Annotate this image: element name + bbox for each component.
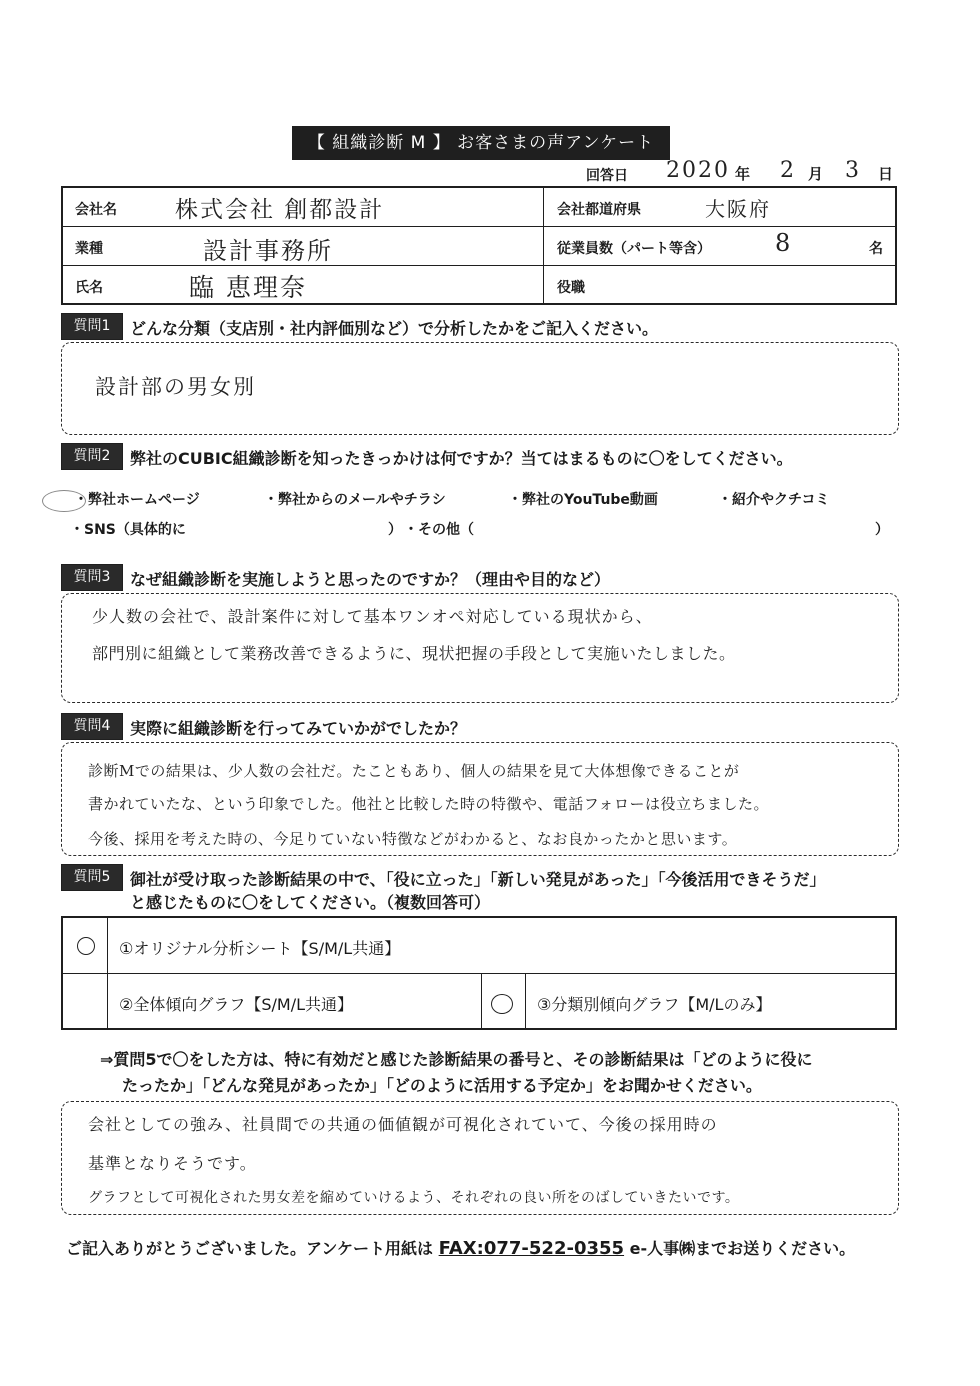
industry-value: 設計事務所: [203, 237, 333, 265]
info-table: [61, 186, 897, 305]
q3-text: なぜ組織診断を実施しようと思ったのですか？（理由や目的など）: [130, 570, 611, 589]
q5-options-table: [61, 916, 897, 1030]
q2-option-mail[interactable]: ・弊社からのメールやチラシ: [264, 492, 446, 508]
q6-instruction-line2: たったか」「どんな発見があったか」「どのように活用する予定か」をお聞かせください。: [122, 1076, 762, 1095]
q2-badge: 質問2: [61, 443, 123, 470]
q2-option-referral[interactable]: ・紹介やクチコミ: [718, 492, 830, 508]
q1-badge: 質問1: [61, 313, 123, 340]
q3-badge: 質問3: [61, 564, 123, 591]
q4-answer-line2: 書かれていたな、という印象でした。他社と比較した時の特徴や、電話フォローは役立ちました。: [88, 795, 769, 813]
q2-option-other[interactable]: ・その他（: [404, 522, 474, 538]
date-year: 2020: [666, 158, 730, 183]
date-month-unit: 月: [808, 165, 824, 183]
prefecture-label: 会社都道府県: [557, 202, 641, 218]
q5-item3[interactable]: ③分類別傾向グラフ【M/Lのみ】: [537, 995, 772, 1014]
q4-answer-line1: 診断Mでの結果は、少人数の会社だ。たこともあり、個人の結果を見て大体想像できることが: [88, 762, 740, 780]
q5-text-line2: と感じたものに〇をしてください。（複数回答可）: [130, 893, 491, 912]
q2-option-homepage[interactable]: ・弊社ホームページ: [74, 492, 200, 508]
employees-label: 従業員数（パート等含）: [557, 241, 711, 257]
q6-answer-line3: グラフとして可視化された男女差を縮めていけるよう、それぞれの良い所をのばしていきたいです。: [88, 1190, 740, 1206]
employees-value: 8: [775, 229, 793, 257]
survey-title: 【 組織診断 M 】 お客さまの声アンケート: [292, 126, 670, 160]
q4-answer-line3: 今後、採用を考えた時の、今足りていない特徴などがわかると、なお良かったかと思います。: [88, 830, 738, 848]
q4-badge: 質問4: [61, 713, 123, 740]
footer-text-pre: ご記入ありがとうございました。アンケート用紙は: [66, 1239, 439, 1258]
q5-item1-circle: [77, 937, 95, 955]
name-label: 氏名: [75, 280, 103, 296]
footer: [66, 1236, 855, 1259]
q6-answer-line1: 会社としての強み、社員間での共通の価値観が可視化されていて、今後の採用時の: [88, 1115, 718, 1134]
date-day: 3: [845, 158, 861, 183]
name-value: 臨 恵理奈: [189, 273, 307, 302]
q5-item1[interactable]: ①オリジナル分析シート【S/M/L共通】: [119, 939, 401, 958]
fax-number[interactable]: FAX:077-522-0355: [438, 1238, 625, 1259]
date-month: 2: [780, 158, 796, 183]
q2-text: 弊社のCUBIC組織診断を知ったきっかけは何ですか？当てはまるものに〇をしてください。: [130, 449, 793, 468]
q2-option-sns[interactable]: ・SNS（具体的に: [70, 522, 186, 538]
q2-option-other-close: ）: [875, 522, 889, 538]
q1-answer: 設計部の男女別: [95, 375, 256, 399]
q5-item3-circle: [491, 994, 513, 1014]
company-label: 会社名: [75, 202, 117, 218]
q6-answer-line2: 基準となりそうです。: [88, 1154, 257, 1173]
industry-label: 業種: [75, 241, 103, 257]
q1-text: どんな分類（支店別・社内評価別など）で分析したかをご記入ください。: [130, 319, 659, 338]
prefecture-value: 大阪府: [705, 197, 771, 221]
date-day-unit: 日: [878, 165, 894, 183]
q3-answer-line2: 部門別に組織として業務改善できるように、現状把握の手段として実施いたしました。: [92, 644, 736, 663]
role-label: 役職: [557, 280, 585, 296]
date-year-unit: 年: [735, 165, 751, 183]
q2-option-sns-close: ）: [388, 522, 402, 538]
company-value: 株式会社 創都設計: [175, 197, 385, 223]
q4-text: 実際に組織診断を行ってみていかがでしたか？: [130, 719, 467, 738]
q2-option-youtube[interactable]: ・弊社のYouTube動画: [508, 492, 658, 508]
q5-badge: 質問5: [61, 864, 123, 891]
q5-item2[interactable]: ②全体傾向グラフ【S/M/L共通】: [119, 995, 354, 1014]
date-label: 回答日: [586, 168, 628, 184]
employees-unit: 名: [869, 241, 883, 257]
q3-answer-line1: 少人数の会社で、設計案件に対して基本ワンオペ対応している現状から、: [92, 607, 653, 626]
q5-text-line1: 御社が受け取った診断結果の中で、「役に立った」「新しい発見があった」「今後活用できそうだ」: [130, 870, 826, 889]
footer-text-post: e-人事㈱までお送りください。: [624, 1239, 856, 1258]
q6-instruction-line1: ⇒質問5で〇をした方は、特に有効だと感じた診断結果の番号と、その診断結果は「どのように役に: [100, 1050, 813, 1069]
